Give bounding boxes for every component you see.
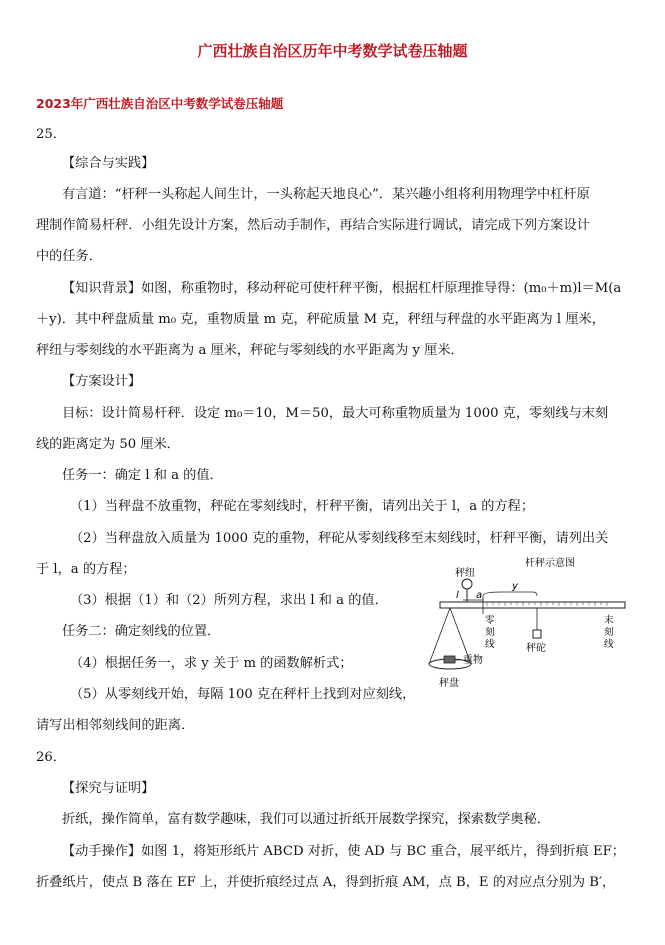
q25-task-2-part-4: （4）根据任务一，求 y 关于 m 的函数解析式； (70, 656, 353, 671)
document-title: 广西壮族自治区历年中考数学试卷压轴题 (197, 42, 468, 60)
sliding-weight-label: 秤砣 (526, 643, 546, 654)
zero-mark-label-3: 线 (485, 639, 495, 650)
q25-intro-line-1: 有言道：“杆秤一头称起人间生计，一头称起天地良心”．某兴趣小组将利用物理学中杠杆原 (62, 187, 590, 202)
sliding-weight (533, 630, 541, 638)
steelyard-beam (440, 602, 625, 608)
q25-goal-line-1: 目标：设计简易杆秤．设定 m₀＝10，M＝50，最大可称重物质量为 1000 克，零刻线与末刻 (62, 406, 609, 421)
q25-intro-line-3: 中的任务． (36, 249, 102, 264)
q25-background-line-3: 秤纽与零刻线的水平距离为 a 厘米，秤砣与零刻线的水平距离为 y 厘米． (36, 343, 464, 358)
q25-background-line-1: 【知识背景】如图，称重物时，移动秤砣可使杆秤平衡，根据杠杆原理推导得：(m₀＋m)l＝M(a (62, 281, 622, 296)
pivot-label: 秤纽 (455, 568, 475, 579)
q25-goal-line-2: 线的距离定为 50 厘米． (36, 437, 180, 452)
question-25-number: 25． (36, 127, 66, 142)
dimension-y-brace (483, 592, 537, 596)
end-mark-label-1: 末 (604, 615, 614, 626)
q25-task-2: 任务二：确定刻线的位置． (62, 624, 221, 639)
pan-label: 秤盘 (439, 678, 459, 689)
q25-intro-line-2: 理制作简易杆秤．小组先设计方案，然后动手制作，再结合实际进行调试，请完成下列方案设计 (36, 218, 590, 233)
figure-caption: 杆秤示意图 (525, 558, 575, 569)
q25-background-line-2: ＋y)．其中秤盘质量 m₀ 克，重物质量 m 克，秤砣质量 M 克，秤纽与秤盘的水平距离为 l 厘米， (36, 312, 605, 327)
steelyard-diagram (425, 552, 630, 694)
section-subtitle: 2023年广西壮族自治区中考数学试卷压轴题 (36, 96, 284, 111)
pivot-ring (462, 579, 472, 589)
end-mark-label-2: 刻 (604, 627, 614, 638)
dimension-a-label: a (476, 590, 483, 601)
q25-section-label: 【综合与实践】 (62, 156, 155, 171)
q25-task-1: 任务一：确定 l 和 a 的值． (62, 468, 223, 483)
q25-task-2-part-5-line-1: （5）从零刻线开始，每隔 100 克在秤杆上找到对应刻线， (70, 687, 416, 702)
zero-mark-label-1: 零 (485, 615, 495, 626)
object-on-pan (444, 656, 455, 663)
zero-mark-label-2: 刻 (485, 627, 495, 638)
pan-string-left (429, 608, 450, 664)
q26-operation-line-2: 折叠纸片，使点 B 落在 EF 上，并使折痕经过点 A，得到折痕 AM，点 B，E 的对应点分别为 B′， (36, 875, 616, 890)
end-mark-label-3: 线 (604, 639, 614, 650)
q25-plan-label: 【方案设计】 (62, 374, 142, 389)
q26-section-label: 【探究与证明】 (62, 781, 155, 796)
dimension-l-label: l (456, 590, 459, 601)
object-label: 重物 (463, 655, 483, 666)
q25-task-1-part-2-line-2: 于 l，a 的方程； (36, 562, 136, 577)
q25-task-1-part-2-line-1: （2）当秤盘放入质量为 1000 克的重物，秤砣从零刻线移至末刻线时，杆秤平衡，请列出关 (70, 531, 609, 546)
q25-task-2-part-5-line-2: 请写出相邻刻线间的距离． (36, 718, 195, 733)
q26-operation-line-1: 【动手操作】如图 1，将矩形纸片 ABCD 对折，使 AD 与 BC 重合，展平纸片，得到折痕 EF； (62, 844, 625, 859)
question-26-number: 26． (36, 750, 66, 765)
dimension-y-label: y (512, 581, 518, 592)
q25-task-1-part-3: （3）根据（1）和（2）所列方程，求出 l 和 a 的值． (70, 593, 388, 608)
q26-intro: 折纸，操作简单，富有数学趣味，我们可以通过折纸开展数学探究，探索数学奥秘． (62, 812, 550, 827)
q25-task-1-part-1: （1）当秤盘不放重物，秤砣在零刻线时，杆秤平衡，请列出关于 l，a 的方程； (70, 499, 535, 514)
